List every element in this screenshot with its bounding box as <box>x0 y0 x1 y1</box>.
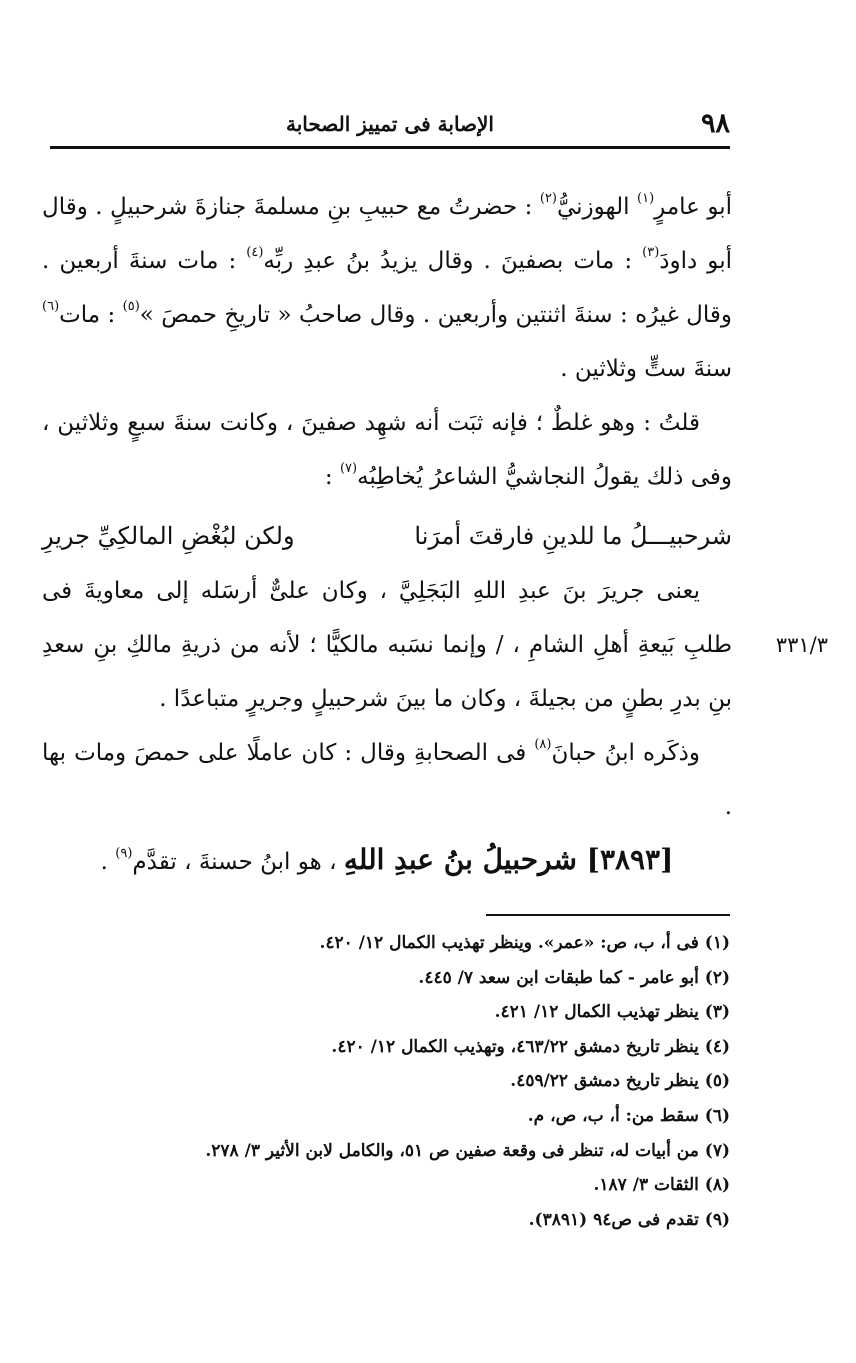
margin-reference: ٣٣١/٣ <box>775 633 828 657</box>
page-header <box>50 108 730 140</box>
footnote-5: (٥) ينظر تاريخ دمشق ٤٥٩/٢٢. <box>510 1071 730 1092</box>
footnote-ref-5: (٥) <box>122 299 140 314</box>
poem-verse <box>42 508 732 564</box>
footnote-ref-6: (٦) <box>42 299 60 314</box>
entry-3893: [٣٨٩٣] شرحبيلُ بنُ عبدِ اللهِ ، هو ابنُ حسنةَ ، تقدَّم$^{(٩)}$ . <box>100 843 674 876</box>
footnote-4: (٤) ينظر تاريخ دمشق ٤٦٣/٢٢، وتهذيب الكمال ١٢/ ٤٢٠. <box>331 1036 730 1057</box>
footnote-3: (٣) ينظر تهذيب الكمال ١٢/ ٤٢١. <box>494 1002 730 1023</box>
footnote-6: (٦) سقط من: أ، ب، ص، م. <box>527 1105 730 1126</box>
footnote-ref-1: (١) <box>637 191 655 206</box>
header-rule <box>50 146 730 149</box>
main-text <box>42 180 828 888</box>
footnote-7: (٧) من أبيات له، تنظر فى وقعة صفين ص ٥١، والكامل لابن الأثير ٣/ ٢٧٨. <box>205 1140 730 1161</box>
footnote-9: (٩) تقدم فى ص٩٤ (٣٨٩١). <box>528 1209 730 1230</box>
verse-hemistich-1: شرحبيـــلُ ما للدينِ فارقتَ أمرَنا <box>414 522 732 550</box>
footnote-ref-7: (٧) <box>339 461 358 476</box>
footnote-ref-2: (٢) <box>539 191 557 206</box>
paragraph-3-wrap <box>42 564 828 726</box>
footnote-ref-9: (٩) <box>115 846 133 861</box>
paragraph-4: وذكَره ابنُ حبانَ$^{(٨)}$ فى الصحابةِ وقال : كان عاملًا على حمصَ ومات بها . <box>42 737 732 820</box>
footnote-8: (٨) الثقات ٣/ ١٨٧. <box>593 1175 730 1196</box>
entry-heading: [٣٨٩٣] شرحبيلُ بنُ عبدِ اللهِ <box>343 843 674 876</box>
footnote-1: (١) فى أ، ب، ص: «عمر». وينظر تهذيب الكمال ١٢/ ٤٢٠. <box>319 933 730 953</box>
footnote-2: (٢) أبو عامر - كما طبقات ابن سعد ٧/ ٤٤٥. <box>418 967 730 988</box>
footnote-ref-4: (٤) <box>246 245 264 260</box>
footnotes <box>90 926 730 1237</box>
footnote-ref-3: (٣) <box>642 245 660 260</box>
verse-hemistich-2: ولكن لبُغْضِ المالكِيِّ جريرِ <box>42 522 295 550</box>
running-title: الإصابة فى تمييز الصحابة <box>286 112 494 136</box>
footnote-ref-8: (٨) <box>534 737 552 752</box>
paragraph-2: قلتُ : وهو غلطٌ ؛ فإنه ثبَت أنه شهِد صفينَ ، وكانت سنةَ سبعٍ وثلاثين ، وفى ذلك يقولُ النجاشيُّ الشاعرُ يُخاطِبُه$^{(٧)}$ : <box>42 410 732 490</box>
page-number: ٩٨ <box>700 108 730 139</box>
paragraph-3: يعنى جريرَ بنَ عبدِ اللهِ البَجَلِيَّ ، وكان علىٌّ أرسَله إلى معاويةَ فى طلبِ بَيعةِ أهلِ الشامِ ، / وإنما نسَبه مالكيًّا ؛ لأنه من ذريةِ مالكِ بنِ سعدِ بنِ بدرِ بطنٍ من بجيلةَ ، وكان ما بينَ شرحبيلٍ وجريرٍ متباعدًا . <box>42 578 732 712</box>
paragraph-1: أبو عامرٍ$^{(١)}$ الهوزنيُّ$^{(٢)}$ : حضرتُ مع حبيبِ بنِ مسلمةَ جنازةَ شرحبيلٍ . وقال أبو داودَ$^{(٣)}$ : مات بصفينَ . وقال يزيدُ بنُ عبدِ ربِّه$^{(٤)}$ : مات سنةَ أربعين . وقال غيرُه : سنةَ اثنتين وأربعين . وقال صاحبُ « تاريخِ حمصَ »$^{(٥)}$ : مات$^{(٦)}$ سنةَ ستٍّ وثلاثين . <box>42 191 733 382</box>
footnote-rule <box>486 914 730 916</box>
